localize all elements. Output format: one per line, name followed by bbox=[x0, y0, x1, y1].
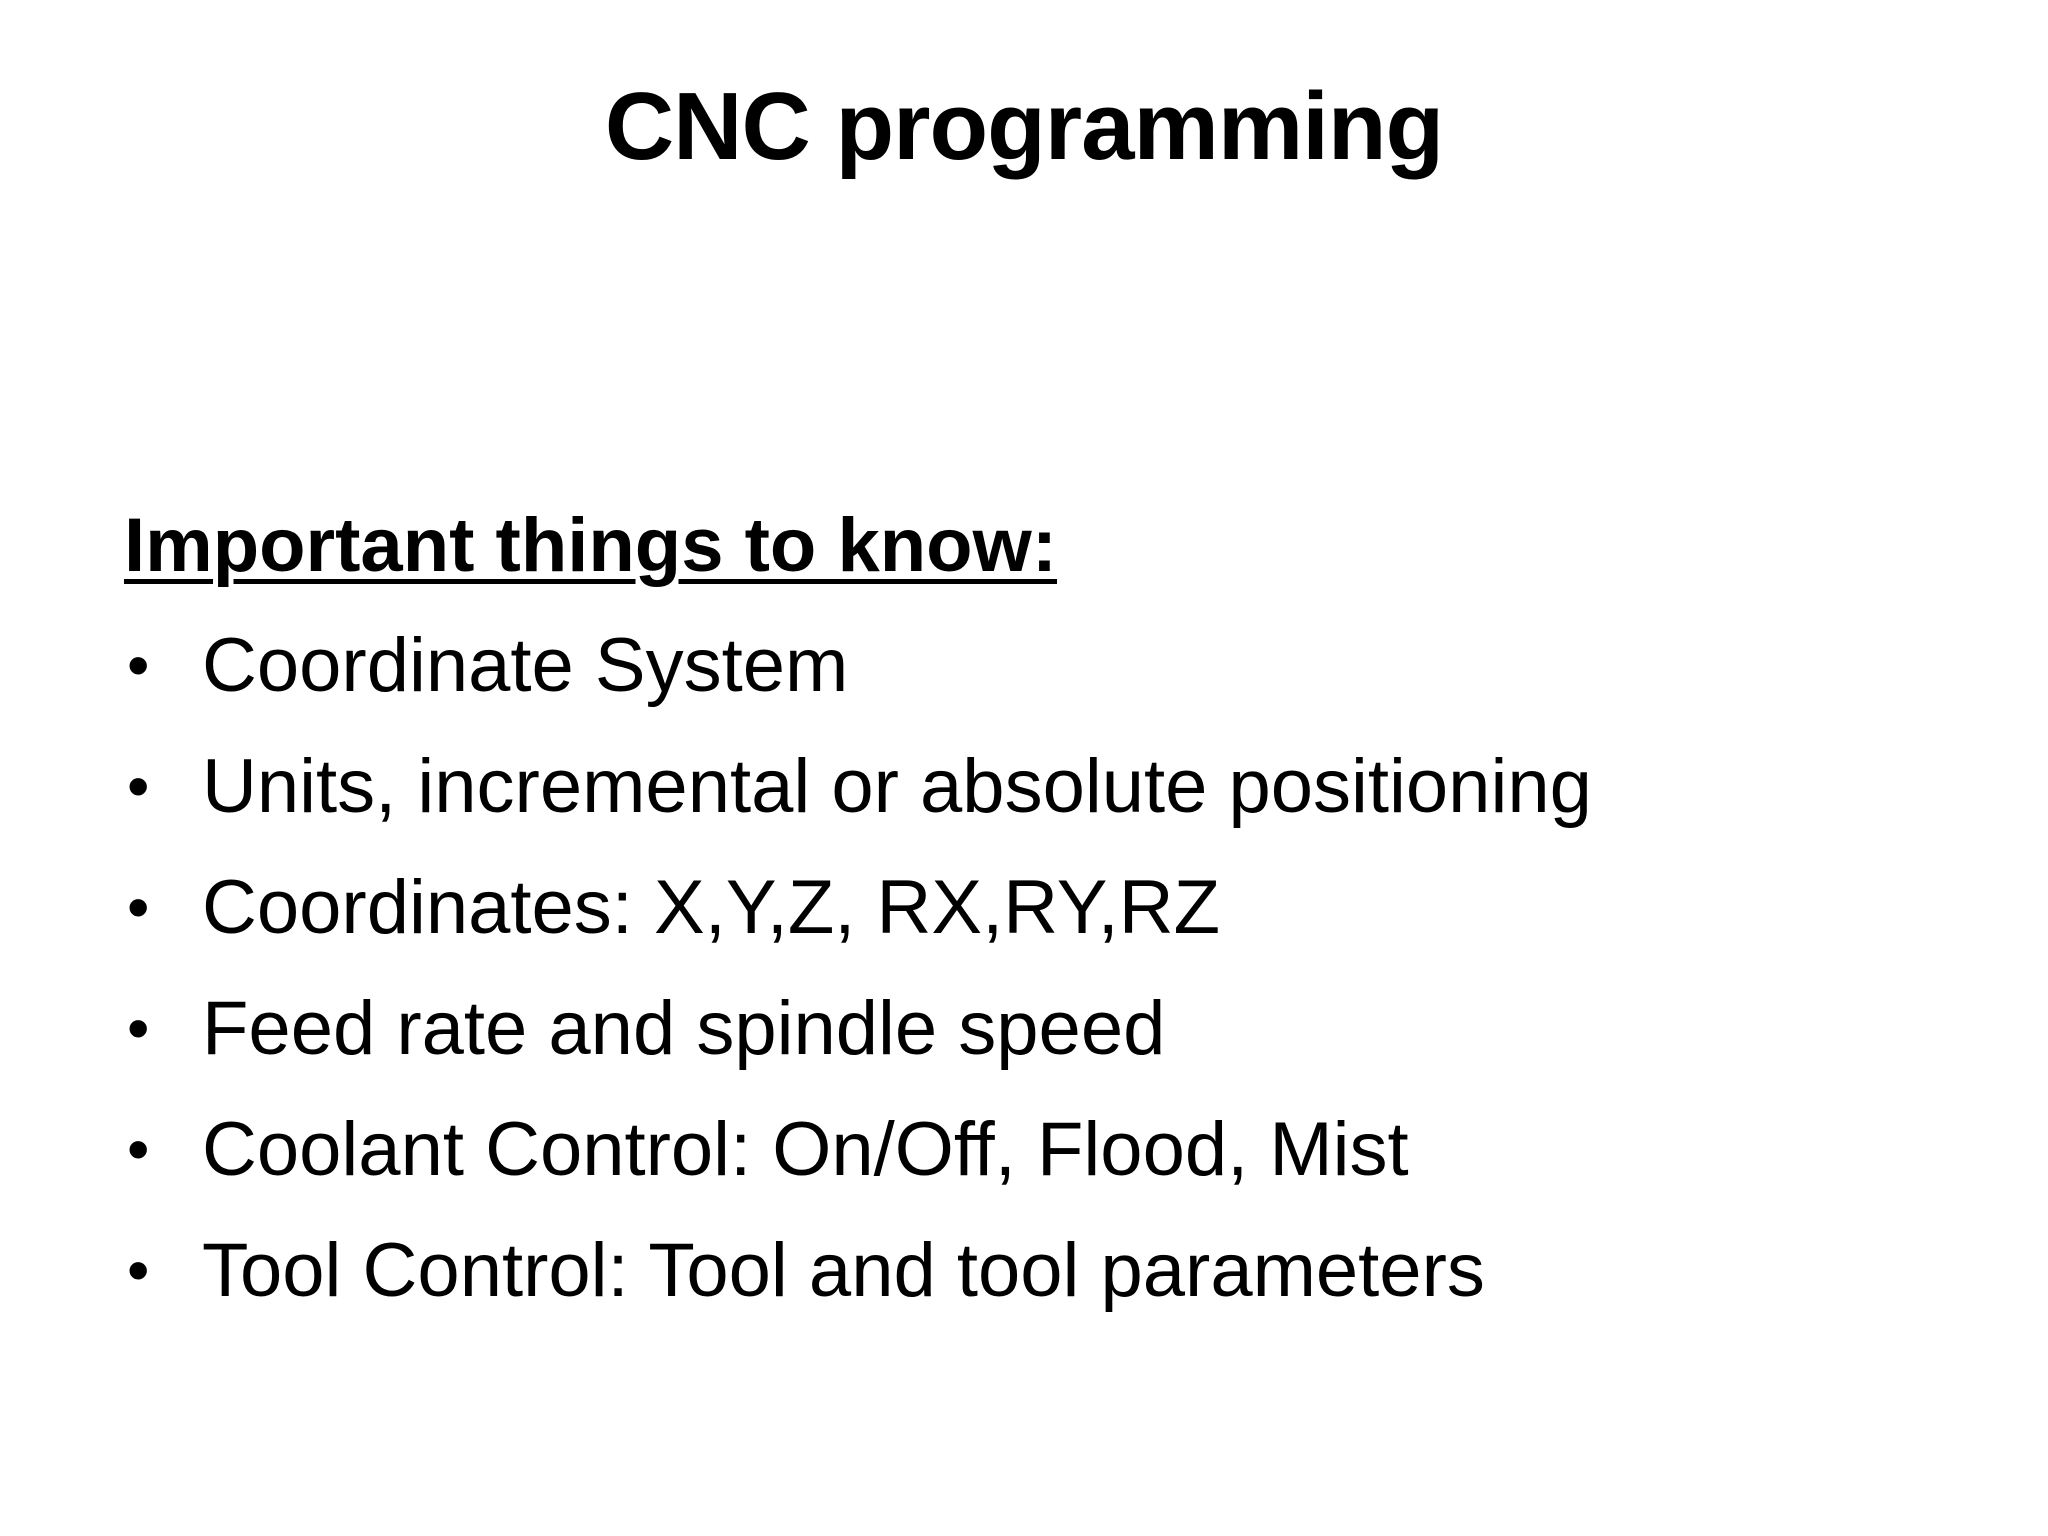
list-item bbox=[124, 1210, 1974, 1331]
list-item bbox=[124, 605, 1974, 726]
slide-title: CNC programming bbox=[604, 73, 1444, 180]
list-item-text: Coordinate System bbox=[202, 623, 849, 708]
list-item bbox=[124, 1089, 1974, 1210]
list-item-text: Tool Control: Tool and tool parameters bbox=[202, 1228, 1485, 1313]
bullet-icon: • bbox=[127, 871, 150, 943]
bullet-icon: • bbox=[127, 992, 150, 1064]
bullet-icon: • bbox=[127, 629, 150, 701]
bullet-icon: • bbox=[127, 1234, 150, 1306]
bullet-icon: • bbox=[127, 1113, 150, 1185]
section-heading: Important things to know: bbox=[124, 503, 1058, 588]
bullet-list bbox=[124, 605, 1974, 1331]
list-item-text: Feed rate and spindle speed bbox=[202, 986, 1166, 1071]
list-item bbox=[124, 847, 1974, 968]
list-item bbox=[124, 968, 1974, 1089]
list-item-text: Coordinates: X,Y,Z, RX,RY,RZ bbox=[202, 865, 1221, 950]
list-item-text: Coolant Control: On/Off, Flood, Mist bbox=[202, 1107, 1409, 1192]
slide-body bbox=[124, 487, 1974, 1331]
list-item bbox=[124, 726, 1974, 847]
list-item-text: Units, incremental or absolute positioning bbox=[202, 744, 1592, 829]
bullet-icon: • bbox=[127, 750, 150, 822]
